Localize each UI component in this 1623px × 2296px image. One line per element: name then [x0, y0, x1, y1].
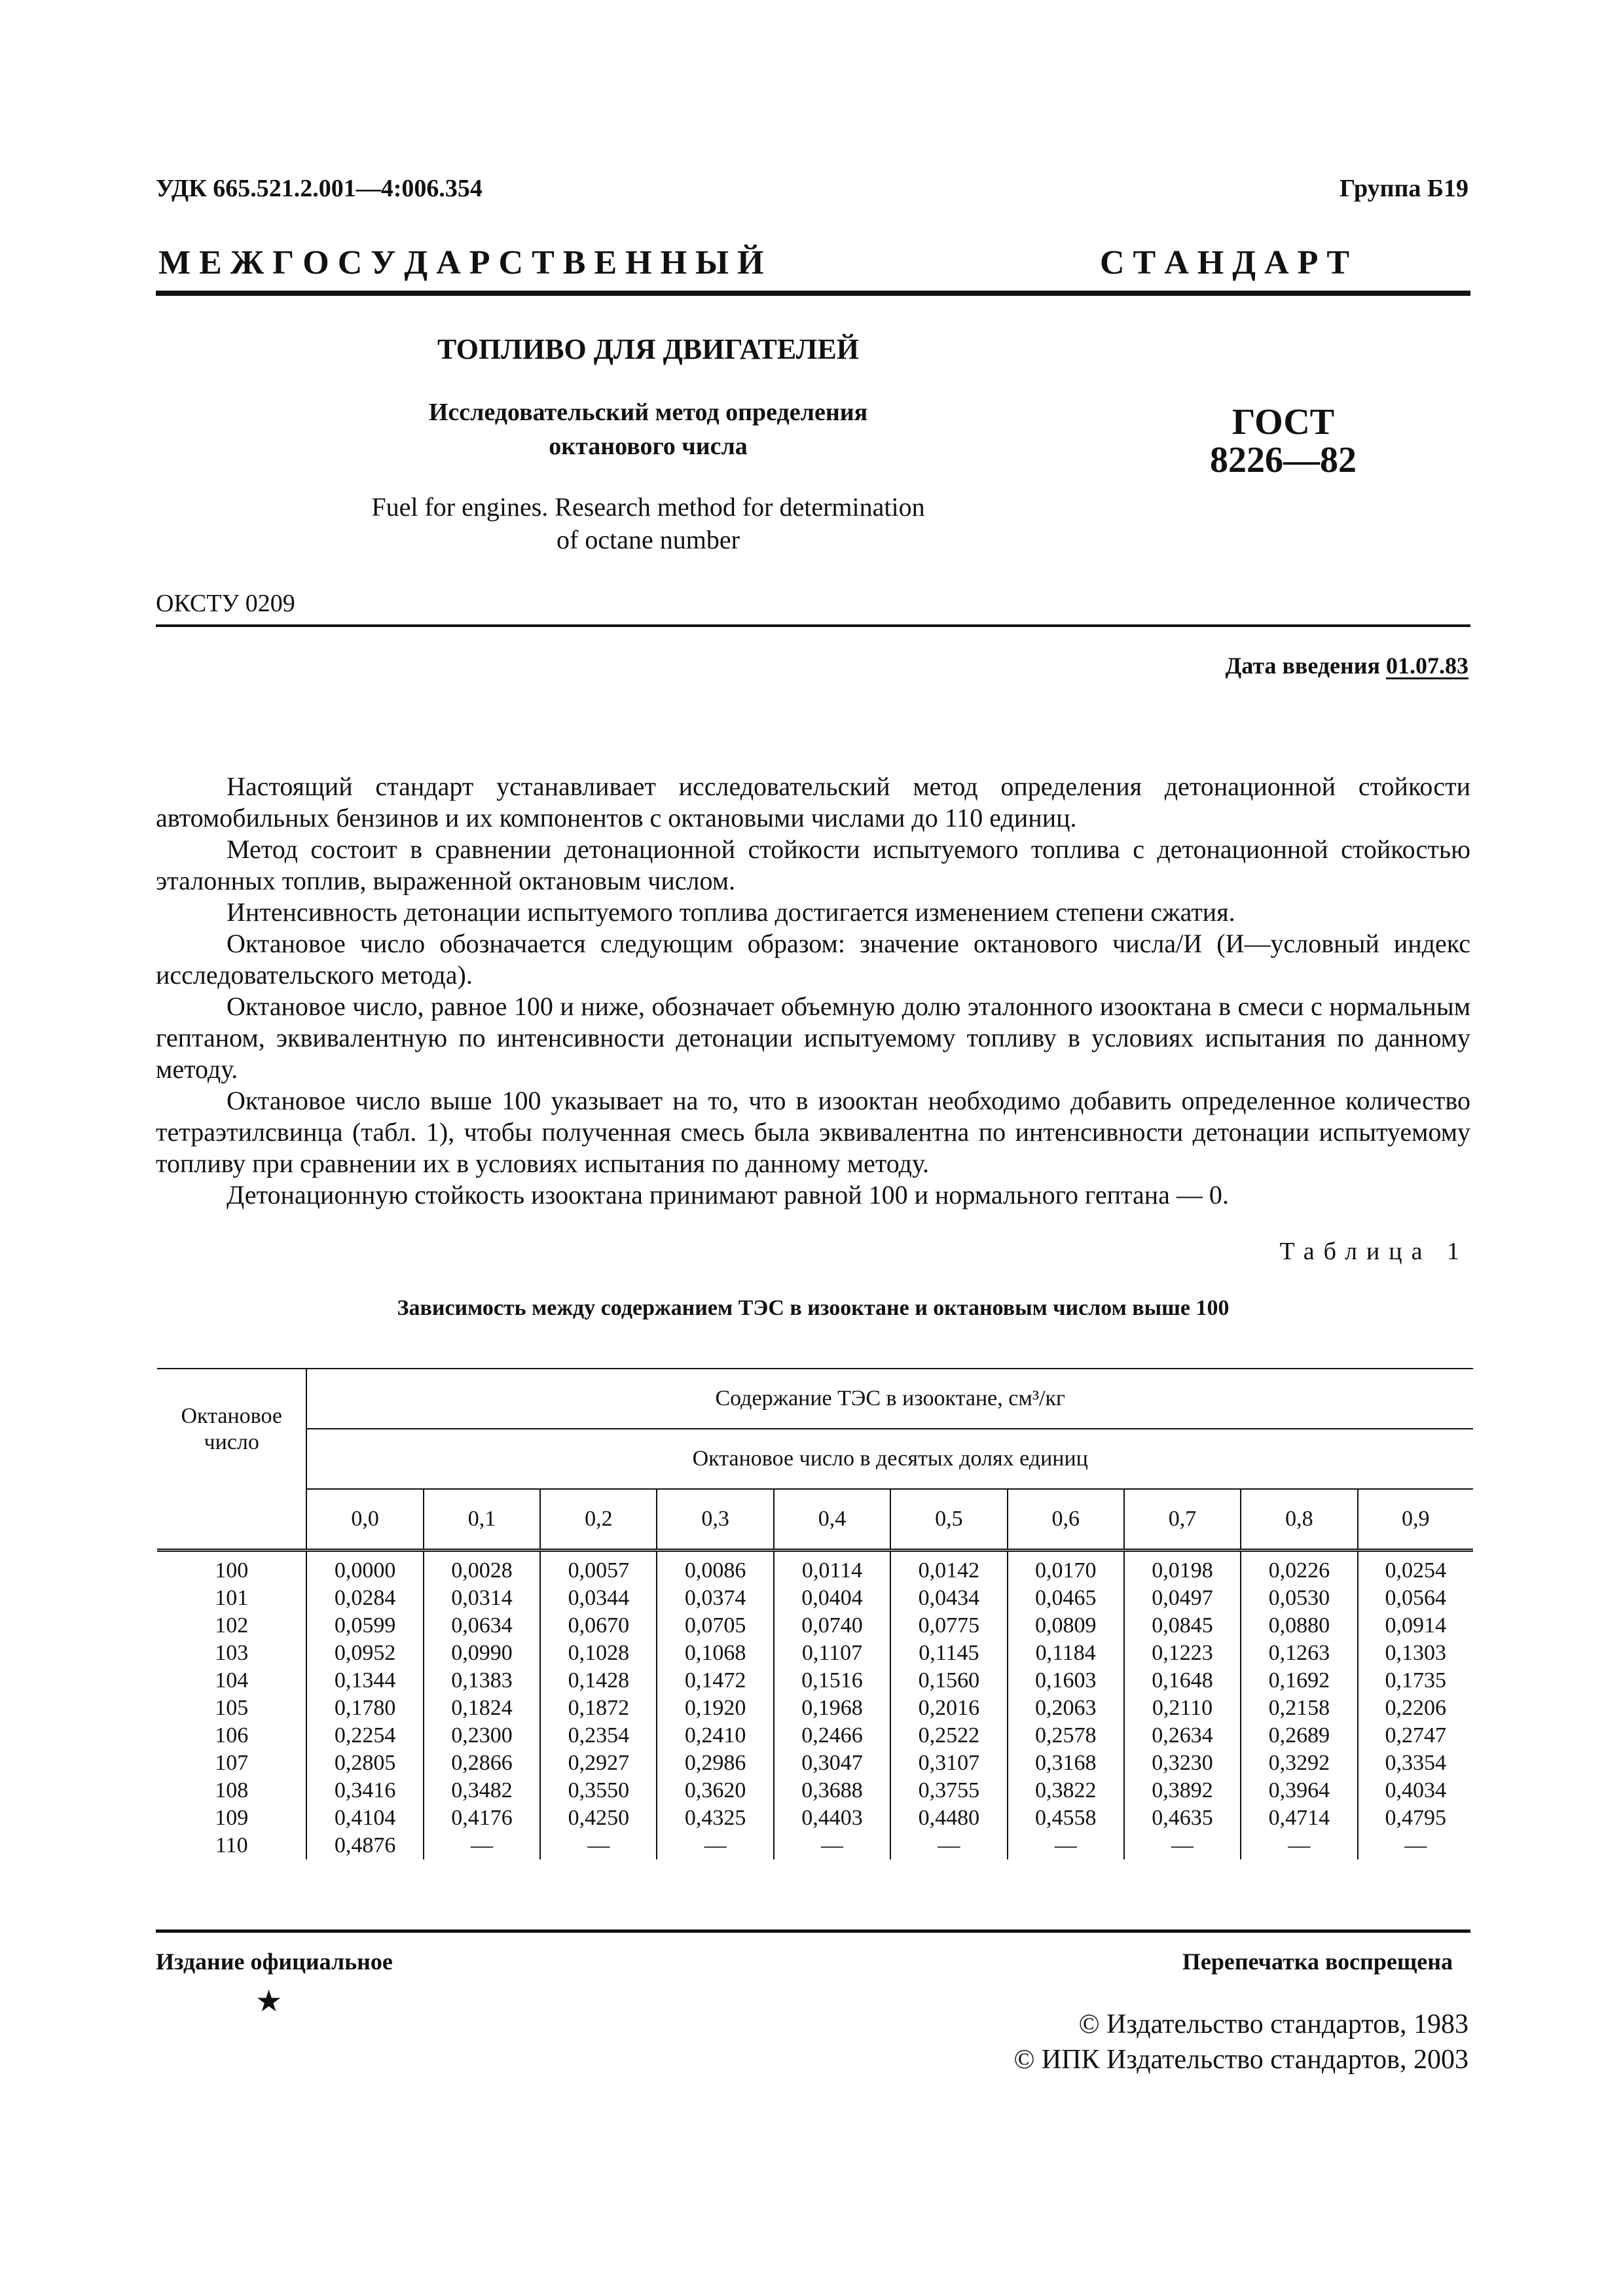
octane-value: 105	[157, 1695, 306, 1722]
table-row	[157, 1777, 1473, 1804]
okstu-code: ОКСТУ 0209	[156, 590, 295, 617]
table-cell: 0,4795	[1385, 1806, 1447, 1830]
table-cell: 0,3230	[1124, 1749, 1241, 1777]
table-cell: 0,2747	[1385, 1723, 1447, 1748]
table-cell: 0,4480	[890, 1804, 1007, 1832]
table-cell: 0,1263	[1241, 1640, 1357, 1667]
tes-group-header: Содержание ТЭС в изооктане, см³/кг	[306, 1369, 1473, 1429]
table-cell: —	[890, 1832, 1007, 1859]
table-cell: 0,1145	[890, 1640, 1007, 1667]
table-row	[157, 1832, 1473, 1859]
no-reprint-notice: Перепечатка воспрещена	[1182, 1948, 1453, 1975]
table-cell: 0,1603	[1008, 1667, 1124, 1695]
table-cell: 0,1068	[657, 1640, 773, 1667]
table-cell: 0,0564	[1385, 1586, 1447, 1610]
table-cell: 0,0670	[540, 1612, 657, 1640]
table-row	[157, 1585, 1473, 1612]
octane-value: 104	[157, 1667, 306, 1695]
table-cell: 0,2206	[1385, 1696, 1447, 1720]
table-cell: 0,0634	[424, 1612, 540, 1640]
table-label: Таблица 1	[1279, 1238, 1468, 1265]
table-cell: 0,2354	[540, 1722, 657, 1749]
paragraph-1: Настоящий стандарт устанавливает исследовательский метод определения детонационной стойкости автомобильных бензинов и их компонентов с октановыми числами до 110 единиц.	[156, 772, 1470, 833]
table-row	[157, 1667, 1473, 1695]
table-cell: 0,2866	[424, 1749, 540, 1777]
table-row	[157, 1695, 1473, 1722]
table-cell: 0,2689	[1241, 1722, 1357, 1749]
date-value: 01.07.83	[1386, 653, 1468, 679]
copyright-2003: © ИПК Издательство стандартов, 2003	[1013, 2045, 1468, 2075]
paragraph-7: Детонационную стойкость изооктана принимают равной 100 и нормального гептана — 0.	[227, 1180, 1229, 1210]
table-cell: 0,3964	[1241, 1777, 1357, 1804]
star-icon: ★	[255, 1984, 283, 2018]
table-cell: 0,3107	[890, 1749, 1007, 1777]
table-cell: 0,1223	[1124, 1640, 1241, 1667]
table-cell: 0,0809	[1008, 1612, 1124, 1640]
table-cell: 0,3550	[540, 1777, 657, 1804]
table-cell: 0,1920	[657, 1695, 773, 1722]
table-cell: 0,1824	[424, 1695, 540, 1722]
table-row	[157, 1612, 1473, 1640]
table-cell: 0,0497	[1124, 1585, 1241, 1612]
table-cell: 0,3047	[774, 1749, 890, 1777]
table-row	[157, 1551, 1473, 1585]
table-cell: 0,1107	[774, 1640, 890, 1667]
document-title: ТОПЛИВО ДЛЯ ДВИГАТЕЛЕЙ	[437, 333, 860, 365]
table-cell: 0,3688	[774, 1777, 890, 1804]
table-cell: 0,2158	[1241, 1695, 1357, 1722]
table-cell: 0,0028	[424, 1551, 540, 1585]
table-cell: 0,4714	[1241, 1804, 1357, 1832]
table-cell: 0,2110	[1124, 1695, 1241, 1722]
table-cell: 0,3354	[1385, 1751, 1447, 1775]
table-cell: 0,2016	[890, 1695, 1007, 1722]
octane-value: 108	[157, 1777, 306, 1804]
table-cell: 0,1735	[1385, 1668, 1447, 1693]
paragraph-5: Октановое число, равное 100 и ниже, обозначает объемную долю эталонного изооктана в смеси с нормальным гептаном, эквивалентную по интенсивности детонации испытуемому топливу в условиях испытания по данному методу.	[156, 992, 1470, 1084]
paragraph-3: Интенсивность детонации испытуемого топлива достигается изменением степени сжатия.	[227, 897, 1235, 927]
table-caption: Зависимость между содержанием ТЭС в изооктане и октановым числом выше 100	[397, 1296, 1230, 1320]
table-cell: 0,0000	[306, 1551, 423, 1585]
table-cell: 0,3416	[306, 1777, 423, 1804]
table-cell: 0,2634	[1124, 1722, 1241, 1749]
octane-value: 103	[157, 1640, 306, 1667]
table-cell: —	[774, 1832, 890, 1859]
table-cell: 0,1184	[1008, 1640, 1124, 1667]
table-cell: —	[1404, 1833, 1427, 1857]
table-cell: 0,2300	[424, 1722, 540, 1749]
table-cell: 0,2805	[306, 1749, 423, 1777]
table-cell: 0,0465	[1008, 1585, 1124, 1612]
table-cell: 0,3892	[1124, 1777, 1241, 1804]
column-header-8: 0,8	[1241, 1489, 1357, 1551]
body-text	[156, 771, 1470, 1211]
table-cell: 0,1692	[1241, 1667, 1357, 1695]
table-cell: 0,2927	[540, 1749, 657, 1777]
column-header-3: 0,3	[657, 1489, 773, 1551]
table-cell: 0,4635	[1124, 1804, 1241, 1832]
table-cell: 0,0314	[424, 1585, 540, 1612]
table-cell: 0,0434	[890, 1585, 1007, 1612]
standard-banner-left: М Е Ж Г О С У Д А Р С Т В Е Н Н Ы Й	[158, 244, 764, 281]
english-title-line2: of octane number	[556, 525, 740, 554]
table-cell: 0,4876	[306, 1832, 423, 1859]
octane-value: 107	[157, 1749, 306, 1777]
column-header-7: 0,7	[1124, 1489, 1241, 1551]
table-cell: 0,4325	[657, 1804, 773, 1832]
table-row	[157, 1640, 1473, 1667]
table-cell: 0,4558	[1008, 1804, 1124, 1832]
table-cell: 0,4250	[540, 1804, 657, 1832]
table-cell: —	[1008, 1832, 1124, 1859]
column-header-0: 0,0	[306, 1489, 423, 1551]
paragraph-2: Метод состоит в сравнении детонационной стойкости испытуемого топлива с детонационной стойкостью эталонных топлив, выраженной октановым числом.	[156, 834, 1470, 895]
standard-banner-right: С Т А Н Д А Р Т	[1100, 244, 1350, 281]
table-cell: 0,0170	[1008, 1551, 1124, 1585]
column-header-9: 0,9	[1358, 1489, 1473, 1551]
octane-header-spacer	[157, 1489, 306, 1551]
udk-code: УДК 665.521.2.001—4:006.354	[156, 175, 483, 202]
table-cell: 0,0198	[1124, 1551, 1241, 1585]
table-cell: 0,3482	[424, 1777, 540, 1804]
table-cell: 0,0057	[540, 1551, 657, 1585]
table-cell: 0,2986	[657, 1749, 773, 1777]
table-cell: 0,1428	[540, 1667, 657, 1695]
table-cell: —	[424, 1832, 540, 1859]
column-header-5: 0,5	[890, 1489, 1007, 1551]
table-cell: 0,1344	[306, 1667, 423, 1695]
octane-value: 100	[157, 1551, 306, 1585]
table-cell: 0,0142	[890, 1551, 1007, 1585]
tes-octane-table	[157, 1368, 1473, 1859]
table-cell: 0,0086	[657, 1551, 773, 1585]
table-cell: 0,1028	[540, 1640, 657, 1667]
table-cell: 0,0404	[774, 1585, 890, 1612]
paragraph-4: Октановое число обозначается следующим образом: значение октанового числа/И (И—условный индекс исследовательского метода).	[156, 929, 1470, 990]
table-cell: 0,0990	[424, 1640, 540, 1667]
table-cell: 0,1383	[424, 1667, 540, 1695]
table-row	[157, 1749, 1473, 1777]
table-cell: 0,0845	[1124, 1612, 1241, 1640]
document-subtitle-line1: Исследовательский метод определения	[428, 399, 868, 426]
paragraph-6: Октановое число выше 100 указывает на то, что в изооктан необходимо добавить определенное количество тетраэтилсвинца (табл. 1), чтобы полученная смесь была эквивалентна по интенсивности детонации испытуемому топливу при сравнении их в условиях испытания по данному методу.	[156, 1086, 1470, 1178]
table-cell: 0,0880	[1241, 1612, 1357, 1640]
octane-value: 106	[157, 1722, 306, 1749]
okstu-rule	[156, 624, 1470, 627]
octane-value: 101	[157, 1585, 306, 1612]
footer-rule	[156, 1929, 1470, 1933]
table-cell: 0,1872	[540, 1695, 657, 1722]
table-cell: 0,2578	[1008, 1722, 1124, 1749]
table-cell: 0,0705	[657, 1612, 773, 1640]
column-header-2: 0,2	[540, 1489, 657, 1551]
table-cell: 0,2466	[774, 1722, 890, 1749]
table-cell: 0,0530	[1241, 1585, 1357, 1612]
table-cell: 0,0775	[890, 1612, 1007, 1640]
octane-value: 102	[157, 1612, 306, 1640]
date-label: Дата введения	[1225, 653, 1380, 679]
table-cell: 0,1516	[774, 1667, 890, 1695]
table-cell: —	[1241, 1832, 1357, 1859]
table-cell: —	[657, 1832, 773, 1859]
table-cell: 0,0254	[1385, 1558, 1447, 1583]
table-cell: 0,1560	[890, 1667, 1007, 1695]
table-cell: 0,1780	[306, 1695, 423, 1722]
gost-number-line2: 8226—82	[1210, 440, 1357, 480]
table-cell: 0,3292	[1241, 1749, 1357, 1777]
table-row	[157, 1722, 1473, 1749]
table-cell: 0,1648	[1124, 1667, 1241, 1695]
table-cell: 0,0344	[540, 1585, 657, 1612]
octane-value: 109	[157, 1804, 306, 1832]
table-cell: 0,0599	[306, 1612, 423, 1640]
english-title-line1: Fuel for engines. Research method for determination	[371, 492, 925, 522]
table-cell: 0,3822	[1008, 1777, 1124, 1804]
table-cell: 0,4403	[774, 1804, 890, 1832]
table-cell: 0,4176	[424, 1804, 540, 1832]
table-cell: 0,3620	[657, 1777, 773, 1804]
table-cell: 0,0740	[774, 1612, 890, 1640]
table-cell: 0,0914	[1385, 1613, 1447, 1638]
octane-column-header: Октановое число	[157, 1369, 306, 1489]
official-edition: Издание официальное	[156, 1948, 393, 1975]
table-cell: 0,1968	[774, 1695, 890, 1722]
table-cell: 0,0284	[306, 1585, 423, 1612]
column-header-1: 0,1	[424, 1489, 540, 1551]
table-row	[157, 1804, 1473, 1832]
table-cell: 0,2254	[306, 1722, 423, 1749]
column-header-4: 0,4	[774, 1489, 890, 1551]
table-cell: 0,4034	[1385, 1778, 1447, 1803]
column-header-6: 0,6	[1008, 1489, 1124, 1551]
table-cell: 0,1303	[1385, 1641, 1447, 1665]
copyright-1983: © Издательство стандартов, 1983	[1078, 2009, 1468, 2039]
table-cell: 0,0374	[657, 1585, 773, 1612]
table-cell: 0,0226	[1241, 1551, 1357, 1585]
table-cell: —	[540, 1832, 657, 1859]
table-cell: 0,0952	[306, 1640, 423, 1667]
table-cell: —	[1124, 1832, 1241, 1859]
octane-value: 110	[157, 1832, 306, 1859]
table-cell: 0,1472	[657, 1667, 773, 1695]
table-cell: 0,0114	[774, 1551, 890, 1585]
table-cell: 0,2522	[890, 1722, 1007, 1749]
table-cell: 0,2063	[1008, 1695, 1124, 1722]
table-cell: 0,3755	[890, 1777, 1007, 1804]
introduction-date	[1226, 652, 1469, 679]
tenths-subheader: Октановое число в десятых долях единиц	[306, 1429, 1473, 1489]
header-rule	[156, 291, 1470, 296]
table-cell: 0,4104	[306, 1804, 423, 1832]
gost-number-line1: ГОСТ	[1231, 402, 1335, 442]
group-code: Группа Б19	[1340, 175, 1468, 202]
table-cell: 0,3168	[1008, 1749, 1124, 1777]
table-cell: 0,2410	[657, 1722, 773, 1749]
document-subtitle-line2: октанового числа	[549, 433, 748, 460]
